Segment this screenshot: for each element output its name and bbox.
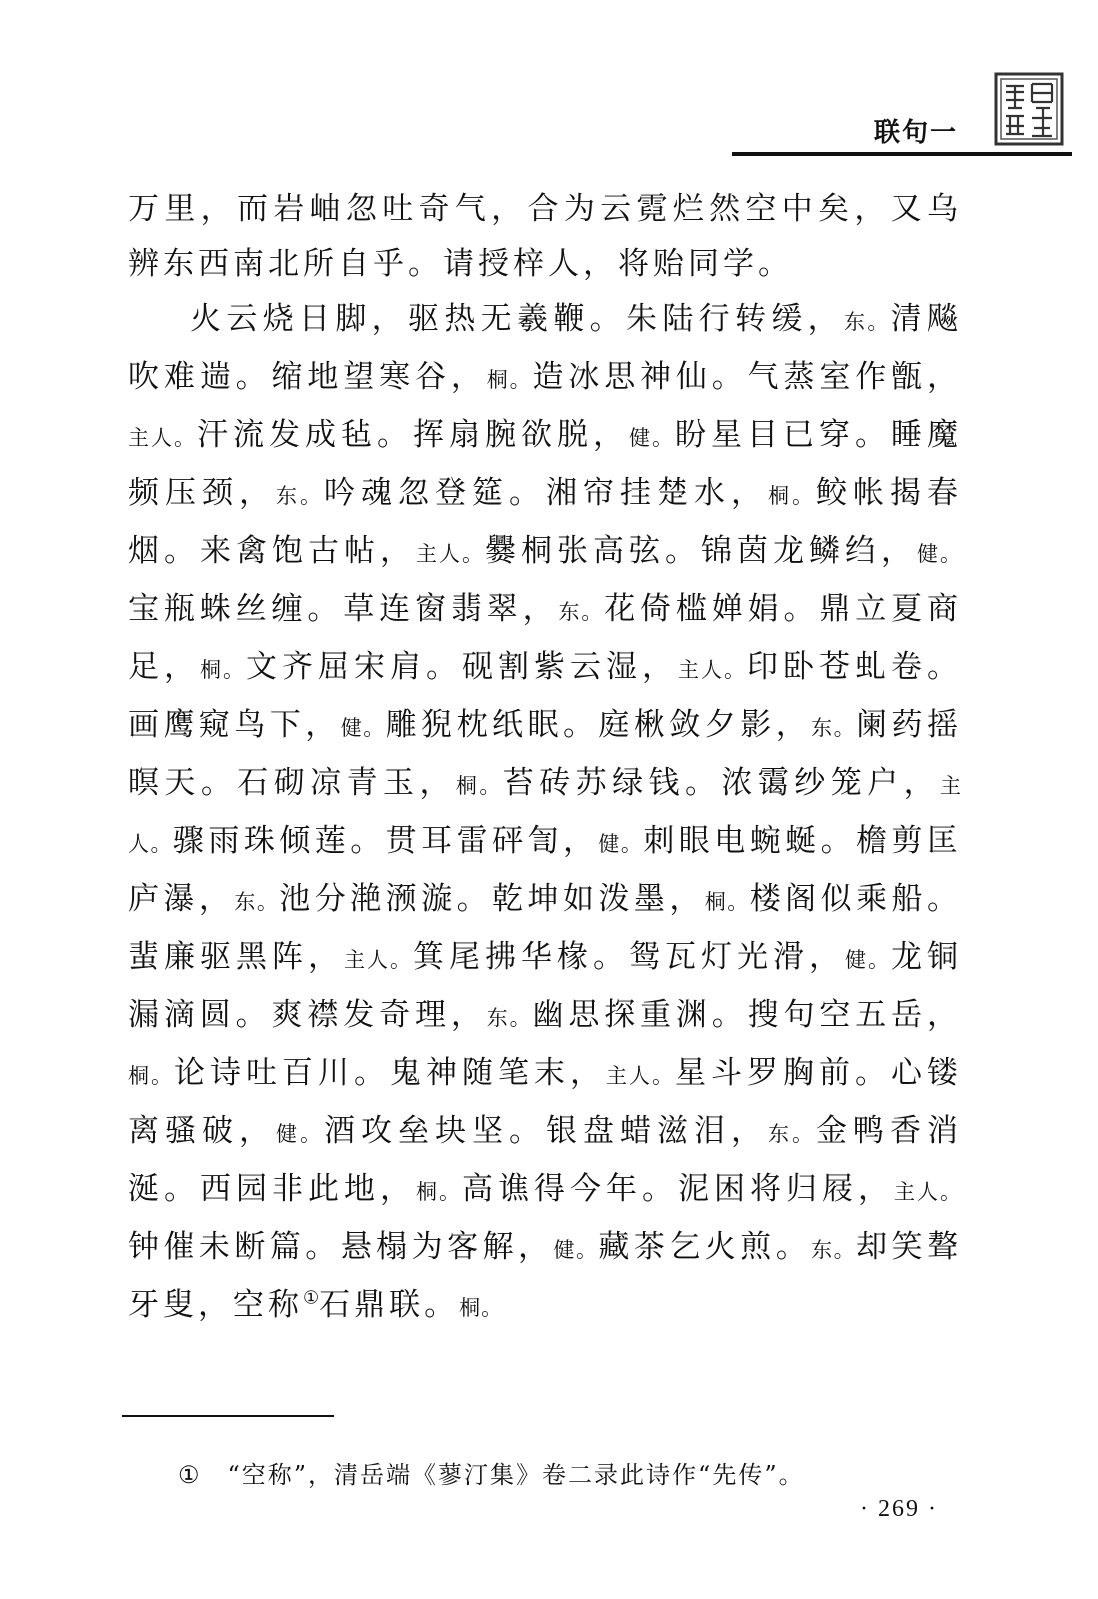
verse-text: 阑药摇暝天。石砌凉青玉， — [128, 707, 963, 801]
verse-text: 印卧苍虬卷。画鹰窥鸟下， — [128, 649, 962, 743]
speaker-tag: 桐。 — [200, 658, 246, 682]
speaker-tag: 主人。 — [416, 542, 485, 566]
speaker-tag: 东。 — [811, 1238, 857, 1262]
verse-text: 宝瓶蛛丝缠。草连窗翡翠， — [128, 591, 559, 627]
prose-paragraph: 万里，而岩岫忽吐奇气，合为云霓烂然空中矣，又乌辨东西南北所自乎。请授梓人，将贻同学。 — [128, 191, 962, 282]
linked-verse-poem — [128, 292, 962, 1336]
speaker-tag: 主人。 — [128, 774, 963, 856]
body-text — [128, 182, 962, 1336]
footnote-mark: ① — [178, 1461, 202, 1489]
speaker-tag: 主人。 — [678, 658, 747, 682]
speaker-tag: 桐。 — [768, 484, 816, 508]
speaker-tag: 东。 — [768, 1122, 816, 1146]
verse-text: 龙铜漏滴圆。爽襟发奇理， — [128, 939, 962, 1033]
speaker-tag: 东。 — [276, 484, 324, 508]
verse-text: 清飚吹难遄。缩地望寒谷， — [128, 301, 963, 395]
verse-text: 石鼎联。 — [319, 1287, 460, 1323]
speaker-tag: 东。 — [486, 1006, 533, 1030]
speaker-tag: 健。 — [553, 1238, 599, 1262]
seal-stamp-icon — [994, 72, 1064, 146]
speaker-tag: 桐。 — [416, 1180, 462, 1204]
verse-text: 论诗吐百川。鬼神随笔末， — [174, 1055, 606, 1091]
speaker-tag: 桐。 — [455, 774, 503, 798]
verse-text: 刺眼电蜿蜒。檐剪匡庐瀑， — [128, 823, 963, 917]
speaker-tag: 健。 — [340, 716, 386, 740]
speaker-tag: 主人。 — [606, 1064, 675, 1088]
speaker-tag: 桐。 — [704, 890, 750, 914]
verse-text: 藏茶乞火煎。 — [598, 1229, 812, 1265]
speaker-tag: 东。 — [811, 716, 857, 740]
speaker-tag: 东。 — [844, 310, 891, 334]
speaker-tag: 健。 — [917, 542, 962, 566]
speaker-tag: 主人。 — [344, 948, 413, 972]
speaker-tag: 桐。 — [486, 368, 533, 392]
verse-text: 池分滟滪漩。乾坤如泼墨， — [279, 881, 705, 917]
verse-text: 钟催未断篇。悬榻为客解， — [128, 1229, 554, 1265]
speaker-tag: 东。 — [558, 600, 605, 624]
running-header-title: 联句一 — [873, 118, 958, 148]
footnote-text: “空称”，清岳端《蓼汀集》卷二录此诗作“先传”。 — [227, 1461, 805, 1489]
verse-text: 雕猊枕纸眠。庭楸敛夕影， — [385, 707, 812, 743]
speaker-tag: 桐。 — [128, 1064, 174, 1088]
speaker-tag: 桐。 — [459, 1296, 504, 1320]
speaker-tag: 健。 — [629, 426, 675, 450]
speaker-tag: 东。 — [234, 890, 280, 914]
verse-text: 楼阁似乘船。蜚廉驱黑阵， — [128, 881, 963, 975]
speaker-tag: 健。 — [598, 832, 644, 856]
verse-text: 骤雨珠倾莲。贯耳雷砰訇， — [172, 823, 599, 859]
speaker-tag: 健。 — [845, 948, 891, 972]
verse-text: 酒攻垒块坚。银盘蜡滋泪， — [324, 1113, 768, 1149]
page-number: · 269 · — [860, 1496, 938, 1522]
verse-text: 星斗罗胸前。心镂离骚破， — [128, 1055, 962, 1149]
verse-text: 爨桐张高弦。锦茵龙鳞绉， — [485, 533, 917, 569]
verse-text: 苔砖苏绿钱。浓霭纱笼户， — [502, 765, 941, 801]
verse-text: 金鸭香消涎。西园非此地， — [128, 1113, 962, 1207]
speaker-tag: 主人。 — [128, 426, 197, 450]
footnote — [178, 1455, 805, 1490]
verse-text: 汗流发成毡。挥扇腕欲脱， — [197, 417, 629, 453]
verse-text: 却笑聱牙叟，空称 — [128, 1229, 963, 1323]
verse-text: 花倚槛婵娟。鼎立夏商足， — [128, 591, 963, 685]
verse-text: 造冰思神仙。气蒸室作甑， — [532, 359, 963, 395]
verse-text: 高谯得今年。泥困将归屐， — [462, 1171, 894, 1207]
speaker-tag: 主人。 — [894, 1180, 962, 1204]
footnote-rule — [122, 1415, 334, 1417]
speaker-tag: 健。 — [276, 1122, 324, 1146]
verse-text: 箕尾拂华椽。鸳瓦灯光滑， — [413, 939, 845, 975]
header-rule — [732, 152, 1072, 156]
verse-text: 幽思探重渊。搜句空五岳， — [532, 997, 963, 1033]
verse-text: 吟魂忽登筵。湘帘挂楚水， — [324, 475, 768, 511]
verse-text: 文齐屈宋肩。砚割紫云湿， — [246, 649, 678, 685]
verse-text: 火云烧日脚，驱热无羲鞭。朱陆行转缓， — [190, 301, 844, 337]
verse-text: 鲛帐揭春烟。来禽饱古帖， — [128, 475, 962, 569]
footnote-reference: ① — [303, 1287, 320, 1309]
verse-text: 盼星目已穿。睡魔频压颈， — [128, 417, 962, 511]
